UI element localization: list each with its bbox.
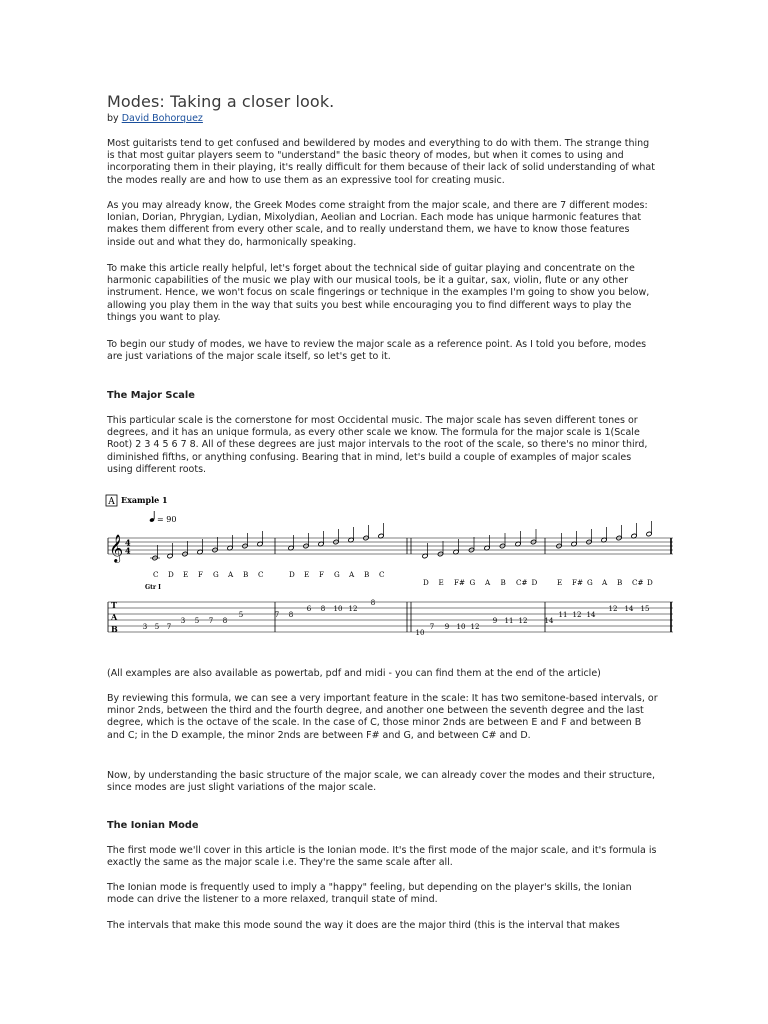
tab-fret-number: 12 (572, 611, 582, 619)
note-name-label: C# (516, 578, 528, 587)
note-name-label: B (500, 578, 506, 587)
note-name-label: C (153, 570, 159, 579)
note-name-label: G (469, 578, 476, 587)
note-name-label: B (617, 578, 623, 587)
tab-label-a: A (111, 612, 118, 622)
tab-fret-number: 9 (444, 623, 450, 631)
tab-fret-number: 14 (586, 611, 596, 619)
tab-fret-number: 7 (274, 611, 280, 619)
note-name-label: D (423, 578, 429, 587)
heading-ionian-mode: The Ionian Mode (107, 820, 199, 831)
tab-fret-number: 11 (558, 611, 568, 619)
tab-fret-number: 8 (320, 605, 326, 613)
tab-label-b: B (111, 624, 118, 634)
note-name-label: F (319, 570, 324, 579)
tab-fret-number: 3 (180, 617, 186, 625)
paragraph: As you may already know, the Greek Modes come straight from the major scale, and there are 7 different modes: Ionian, Dorian, Phrygian, Lydian, Mixolydian, Aeolian and Locrian. Each mode has unique harmonic features that makes them different from every other scale, and to really understand them, we have to know those features inside out and what they do, harmonically speaking. (107, 200, 648, 248)
note-name-label: G (213, 570, 219, 579)
note-name-label: C (258, 570, 264, 579)
treble-clef-icon: 𝄞 (109, 534, 124, 562)
tab-fret-number: 12 (608, 605, 618, 613)
paragraph: The first mode we'll cover in this article is the Ionian mode. It's the first mode of the major scale, and it's formula is exactly the same as the major scale i.e. They're the same scale after all. (107, 845, 657, 869)
example-label: Example 1 (121, 495, 168, 505)
tab-fret-number: 5 (194, 617, 200, 625)
note-name-label: G (334, 570, 340, 579)
paragraph: Most guitarists tend to get confused and bewildered by modes and everything to do with them. The strange thing is that most guitar players seem to "understand" the basic theory of modes, but when it comes to using and incorporating them in their playing, it's really difficult for them because of their lack of solid understanding of what the modes really are and how to use them as an expressive tool for creating music. (107, 138, 655, 186)
note-name-label: E (438, 578, 444, 587)
ionian-paragraph-3 (107, 920, 659, 932)
note-name-label: D (531, 578, 538, 587)
paragraph: The Ionian mode is frequently used to imply a "happy" feeling, but depending on the player's skills, the Ionian mode can drive the listener to a more relaxed, tranquil state of mind. (107, 882, 632, 906)
tab-fret-number: 10 (333, 605, 343, 613)
tab-fret-number: 10 (456, 623, 466, 631)
tab-fret-number: 10 (415, 629, 425, 637)
tab-fret-number: 15 (640, 605, 650, 613)
heading-major-scale: The Major Scale (107, 390, 195, 401)
note-name-label: F# (572, 578, 584, 587)
note-name-label: B (243, 570, 249, 579)
author-link[interactable]: David Bohorquez (121, 113, 203, 124)
note-name-label: D (647, 578, 653, 587)
note-name-label: B (364, 570, 370, 579)
tempo-value: = 90 (157, 515, 177, 524)
intro-paragraph-3 (107, 263, 659, 324)
tab-fret-number: 12 (470, 623, 480, 631)
tab-fret-number: 6 (306, 605, 312, 613)
intro-paragraph-4 (107, 339, 659, 363)
note-name-label: C (379, 570, 385, 579)
tab-fret-number: 12 (348, 605, 358, 613)
paragraph: (All examples are also available as powertab, pdf and midi - you can find them at the end of the article) (107, 668, 601, 679)
note-name-label: F# (454, 578, 466, 587)
time-signature-top: 4 (125, 537, 131, 548)
major-scale-paragraph (107, 415, 659, 476)
tab-fret-number: 9 (492, 617, 498, 625)
tab-fret-number: 7 (166, 623, 172, 631)
note-name-label: A (485, 578, 491, 587)
tab-fret-number: 12 (518, 617, 528, 625)
note-name-label: E (557, 578, 563, 587)
paragraph: To begin our study of modes, we have to review the major scale as a reference point. As I told you before, modes are just variations of the major scale itself, so let's get to it. (107, 339, 647, 363)
formula-paragraph (107, 693, 659, 742)
tab-label-t: T (111, 600, 117, 610)
note-name-label: A (349, 570, 355, 579)
tab-fret-number: 8 (222, 617, 228, 625)
examples-note (107, 668, 659, 680)
note-names (153, 570, 653, 587)
note-name-label: G (587, 578, 593, 587)
note-name-label: E (304, 570, 310, 579)
ionian-paragraph-2 (107, 882, 659, 906)
ionian-paragraph-1 (107, 845, 659, 869)
note-name-label: E (183, 570, 189, 579)
note-name-label: F (198, 570, 203, 579)
tab-fret-number: 14 (544, 617, 554, 625)
tab-fret-number: 5 (154, 623, 160, 631)
paragraph: Now, by understanding the basic structure of the major scale, we can already cover the modes and their structure, since modes are just slight variations of the major scale. (107, 770, 656, 794)
tab-fret-number: 7 (208, 617, 214, 625)
note-name-label: C# (632, 578, 644, 587)
tab-fret-number: 8 (370, 599, 376, 607)
paragraph: This particular scale is the cornerstone for most Occidental music. The major scale has seven different tones or degrees, and it has an unique formula, as every other scale we know. The formula for the major scale is 1(Scale Root) 2 3 4 5 6 7 8. All of these degrees are just major intervals to the root of the scale, so there's no minor third, diminished fifths, or anything confusing. Bearing that in mind, let's build a couple of examples of major scales using different roots. (107, 415, 648, 475)
tab-fret-number: 5 (238, 611, 244, 619)
note-name-label: D (168, 570, 174, 579)
example-box-letter: A (108, 497, 115, 507)
paragraph: The intervals that make this mode sound the way it does are the major third (this is the interval that makes (107, 920, 620, 931)
tab-fret-number: 14 (624, 605, 634, 613)
tab-fret-number: 3 (142, 623, 148, 631)
byline (107, 113, 203, 124)
example-notation-figure (105, 494, 675, 639)
staff-notes (150, 521, 652, 561)
note-name-label: A (602, 578, 608, 587)
paragraph: By reviewing this formula, we can see a very important feature in the scale: It has two semitone-based intervals, or minor 2nds, between the third and the fourth degree, and another one between the seventh degree and the last degree, which is the octave of the scale. In the case of C, those minor 2nds are between E and F and between B and C; in the D example, the minor 2nds are between F# and G, and between C# and D. (107, 693, 658, 741)
tab-fret-number: 11 (504, 617, 514, 625)
tab-fret-number: 7 (429, 623, 435, 631)
paragraph: To make this article really helpful, let's forget about the technical side of guitar playing and concentrate on the harmonic capabilities of the music we play with our musical tools, be it a guitar, sax, violin, flute or any other instrument. Hence, we won't focus on scale fingerings or technique in the examples I'm going to show you below, allowing you play them in the way that suits you best while encouraging you to find different ways to play the things you want to play. (107, 263, 650, 323)
tab-numbers (143, 599, 650, 637)
tuning-label: Gtr I (145, 584, 161, 591)
structure-paragraph (107, 770, 659, 794)
page-title: Modes: Taking a closer look. (107, 92, 335, 111)
note-name-label: A (228, 570, 234, 579)
note-name-label: D (289, 570, 295, 579)
time-signature-bottom: 4 (125, 545, 131, 556)
tab-fret-number: 8 (288, 611, 294, 619)
byline-label: by (107, 113, 119, 124)
intro-paragraph-2 (107, 200, 659, 249)
intro-paragraph-1 (107, 138, 659, 187)
